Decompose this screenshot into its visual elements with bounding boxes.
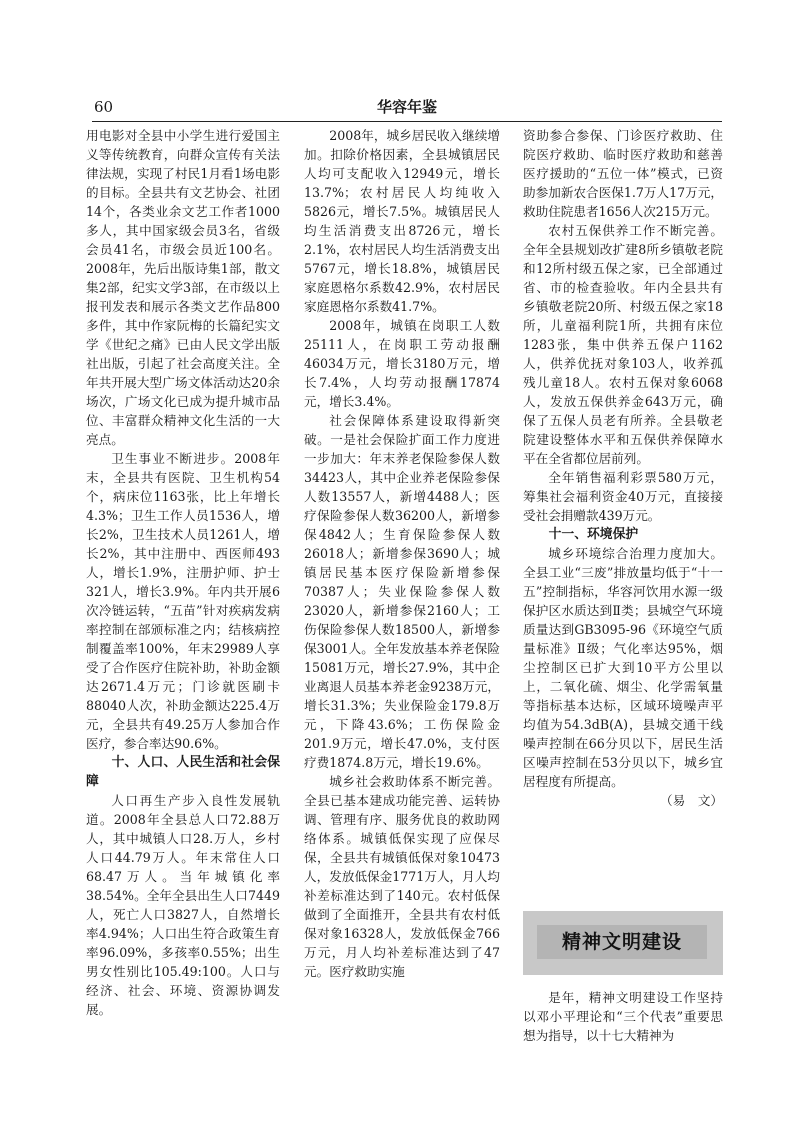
column-3	[523, 126, 723, 810]
column-2	[304, 126, 500, 981]
paragraph: 城乡社会救助体系不断完善。全县已基本建成功能完善、运转协调、管理有序、服务优良的救助网络体系。城镇低保实现了应保尽保，全县共有城镇低保对象10473人，发放低保金1771万人，月人均补差标准达到了140元。农村低保做到了全面推开，全县共有农村低保对象16328人，发放低保金766万元，月人均补差标准达到了47元。医疗救助实施	[304, 774, 500, 979]
paragraph: 资助参合参保、门诊医疗救助、住院医疗救助、临时医疗救助和慈善医疗援助的“五位一体”模式，已资助参加新农合医保1.7万人17万元，救助住院患者1656人次215万元。	[523, 128, 723, 219]
paragraph: 人口再生产步入良性发展轨道。2008年全县总人口72.88万人，其中城镇人口28.万人，乡村人口44.79万人。年末常住人口68.47万人。当年城镇化率38.54%。全年全县出生人口7449人，死亡人口3827人，自然增长率4.94%；人口出生符合政策生育率96.09%，多孩率0.55%；出生男女性别比105.49:100。人口与经济、社会、环境、资源协调发展。	[86, 793, 280, 1017]
section-heading: 十、人口、人民生活和社会保障	[86, 755, 280, 789]
author-signature: （易 文）	[660, 793, 723, 808]
paragraph: 城乡环境综合治理力度加大。全县工业“三废”排放量均低于“十一五”控制指标，华容河饮用水源一级保护区水质达到Ⅱ类；县城空气环境质量达到GB3095-96《环境空气质量标准》Ⅱ级；气化率达95%，烟尘控制区已扩大到10平方公里以上，二氧化硫、烟尘、化学需氧量等指标基本达标，区域环境噪声平均值为54.3dB(A)，县城交通干线噪声控制在66分贝以下，居民生活区噪声控制在53分贝以下，城乡宜居程度有所提高。	[523, 546, 723, 789]
paragraph: 是年，精神文明建设工作坚持以邓小平理论和“三个代表”重要思想为指导，以十七大精神为	[523, 990, 723, 1043]
paragraph: 2008年，城镇在岗职工人数25111人，在岗职工劳动报酬46034万元，增长3180万元，增长7.4%，人均劳动报酬17874元，增长3.4%。	[304, 318, 500, 409]
page-header	[92, 92, 722, 120]
section-heading: 十一、环境保护	[548, 527, 639, 542]
section-banner-inner	[537, 925, 707, 959]
paragraph: 卫生事业不断进步。2008年末，全县共有医院、卫生机构54个，病床位1163张，比上年增长4.3%；卫生工作人员1536人，增长2%，卫生技术人员1261人，增长2%，其中注册中、西医师493人，增长1.9%，注册护师、护士321人，增长3.9%。年内共开展6次冷链运转，“五苗”针对疾病发病率控制在部颁标准之内；结核病控制覆盖率100%，年末29989人享受了合作医疗住院补助，补助金额达2671.4万元；门诊就医刷卡88040人次，补助金额达225.4万元，全县共有49.25万人参加合作医疗，参合率达90.6%。	[86, 451, 280, 751]
section-banner-title: 精神文明建设	[561, 931, 682, 953]
paragraph: 农村五保供养工作不断完善。全年全县规划改扩建8所乡镇敬老院和12所村级五保之家，已全部通过省、市的检查验收。年内全县共有乡镇敬老院20所、村级五保之家18所，儿童福利院1所，共拥有床位1283张，集中供养五保户1162人，供养优抚对象103人，收养孤残儿童18人。农村五保对象6068人，发放五保供养金643万元，确保了五保人员老有所养。全县敬老院建设整体水平和五保供养保障水平在全省都位居前列。	[523, 223, 723, 466]
paragraph: 用电影对全县中小学生进行爱国主义等传统教育，向群众宣传有关法律法规，实现了村民1月看1场电影的目标。全县共有文艺协会、社团14个，各类业余文艺工作者1000多人，其中国家级会员3名，省级会员41名，市级会员近100名。2008年，先后出版诗集1部，散文集2部，纪实文学3部，在市级以上报刊发表和展示各类文艺作品800多件，其中作家阮梅的长篇纪实文学《世纪之痛》已由人民文学出版社出版，引起了社会高度关注。全年共开展大型广场文体活动达20余场次，广场文化已成为提升城市品位、丰富群众精神文化生活的一大亮点。	[86, 128, 280, 447]
paragraph: 全年销售福利彩票580万元，筹集社会福利资金40万元，直接接受社会捐赠款439万元。	[523, 470, 723, 523]
book-title: 华容年鉴	[376, 98, 437, 116]
header-rule	[92, 121, 722, 122]
section-banner	[523, 911, 723, 975]
page-number: 60	[94, 98, 114, 116]
column-1	[86, 126, 280, 1019]
paragraph: 社会保障体系建设取得新突破。一是社会保险扩面工作力度进一步加大：年末养老保险参保人数34423人，其中企业养老保险参保人数13557人，新增4488人；医疗保险参保人数36200人，新增参保4842人；生育保险参保人数26018人；新增参保3690人；城镇居民基本医疗保险新增参保70387人；失业保险参保人数23020人，新增参保2160人；工伤保险参保人数18500人，新增参保3001人。全年发放基本养老保险15081万元，增长27.9%，其中企业离退人员基本养老金9238万元，增长31.3%；失业保险金179.8万元，下降43.6%；工伤保险金201.9万元，增长47.0%，支付医疗费1874.8万元，增长19.6%。	[304, 413, 500, 770]
paragraph: 2008年，城乡居民收入继续增加。扣除价格因素，全县城镇居民人均可支配收入12949元，增长13.7%；农村居民人均纯收入5826元，增长7.5%。城镇居民人均生活消费支出8726元，增长2.1%，农村居民人均生活消费支出5767元，增长18.8%，城镇居民家庭恩格尔系数42.9%，农村居民家庭恩格尔系数41.7%。	[304, 128, 500, 314]
